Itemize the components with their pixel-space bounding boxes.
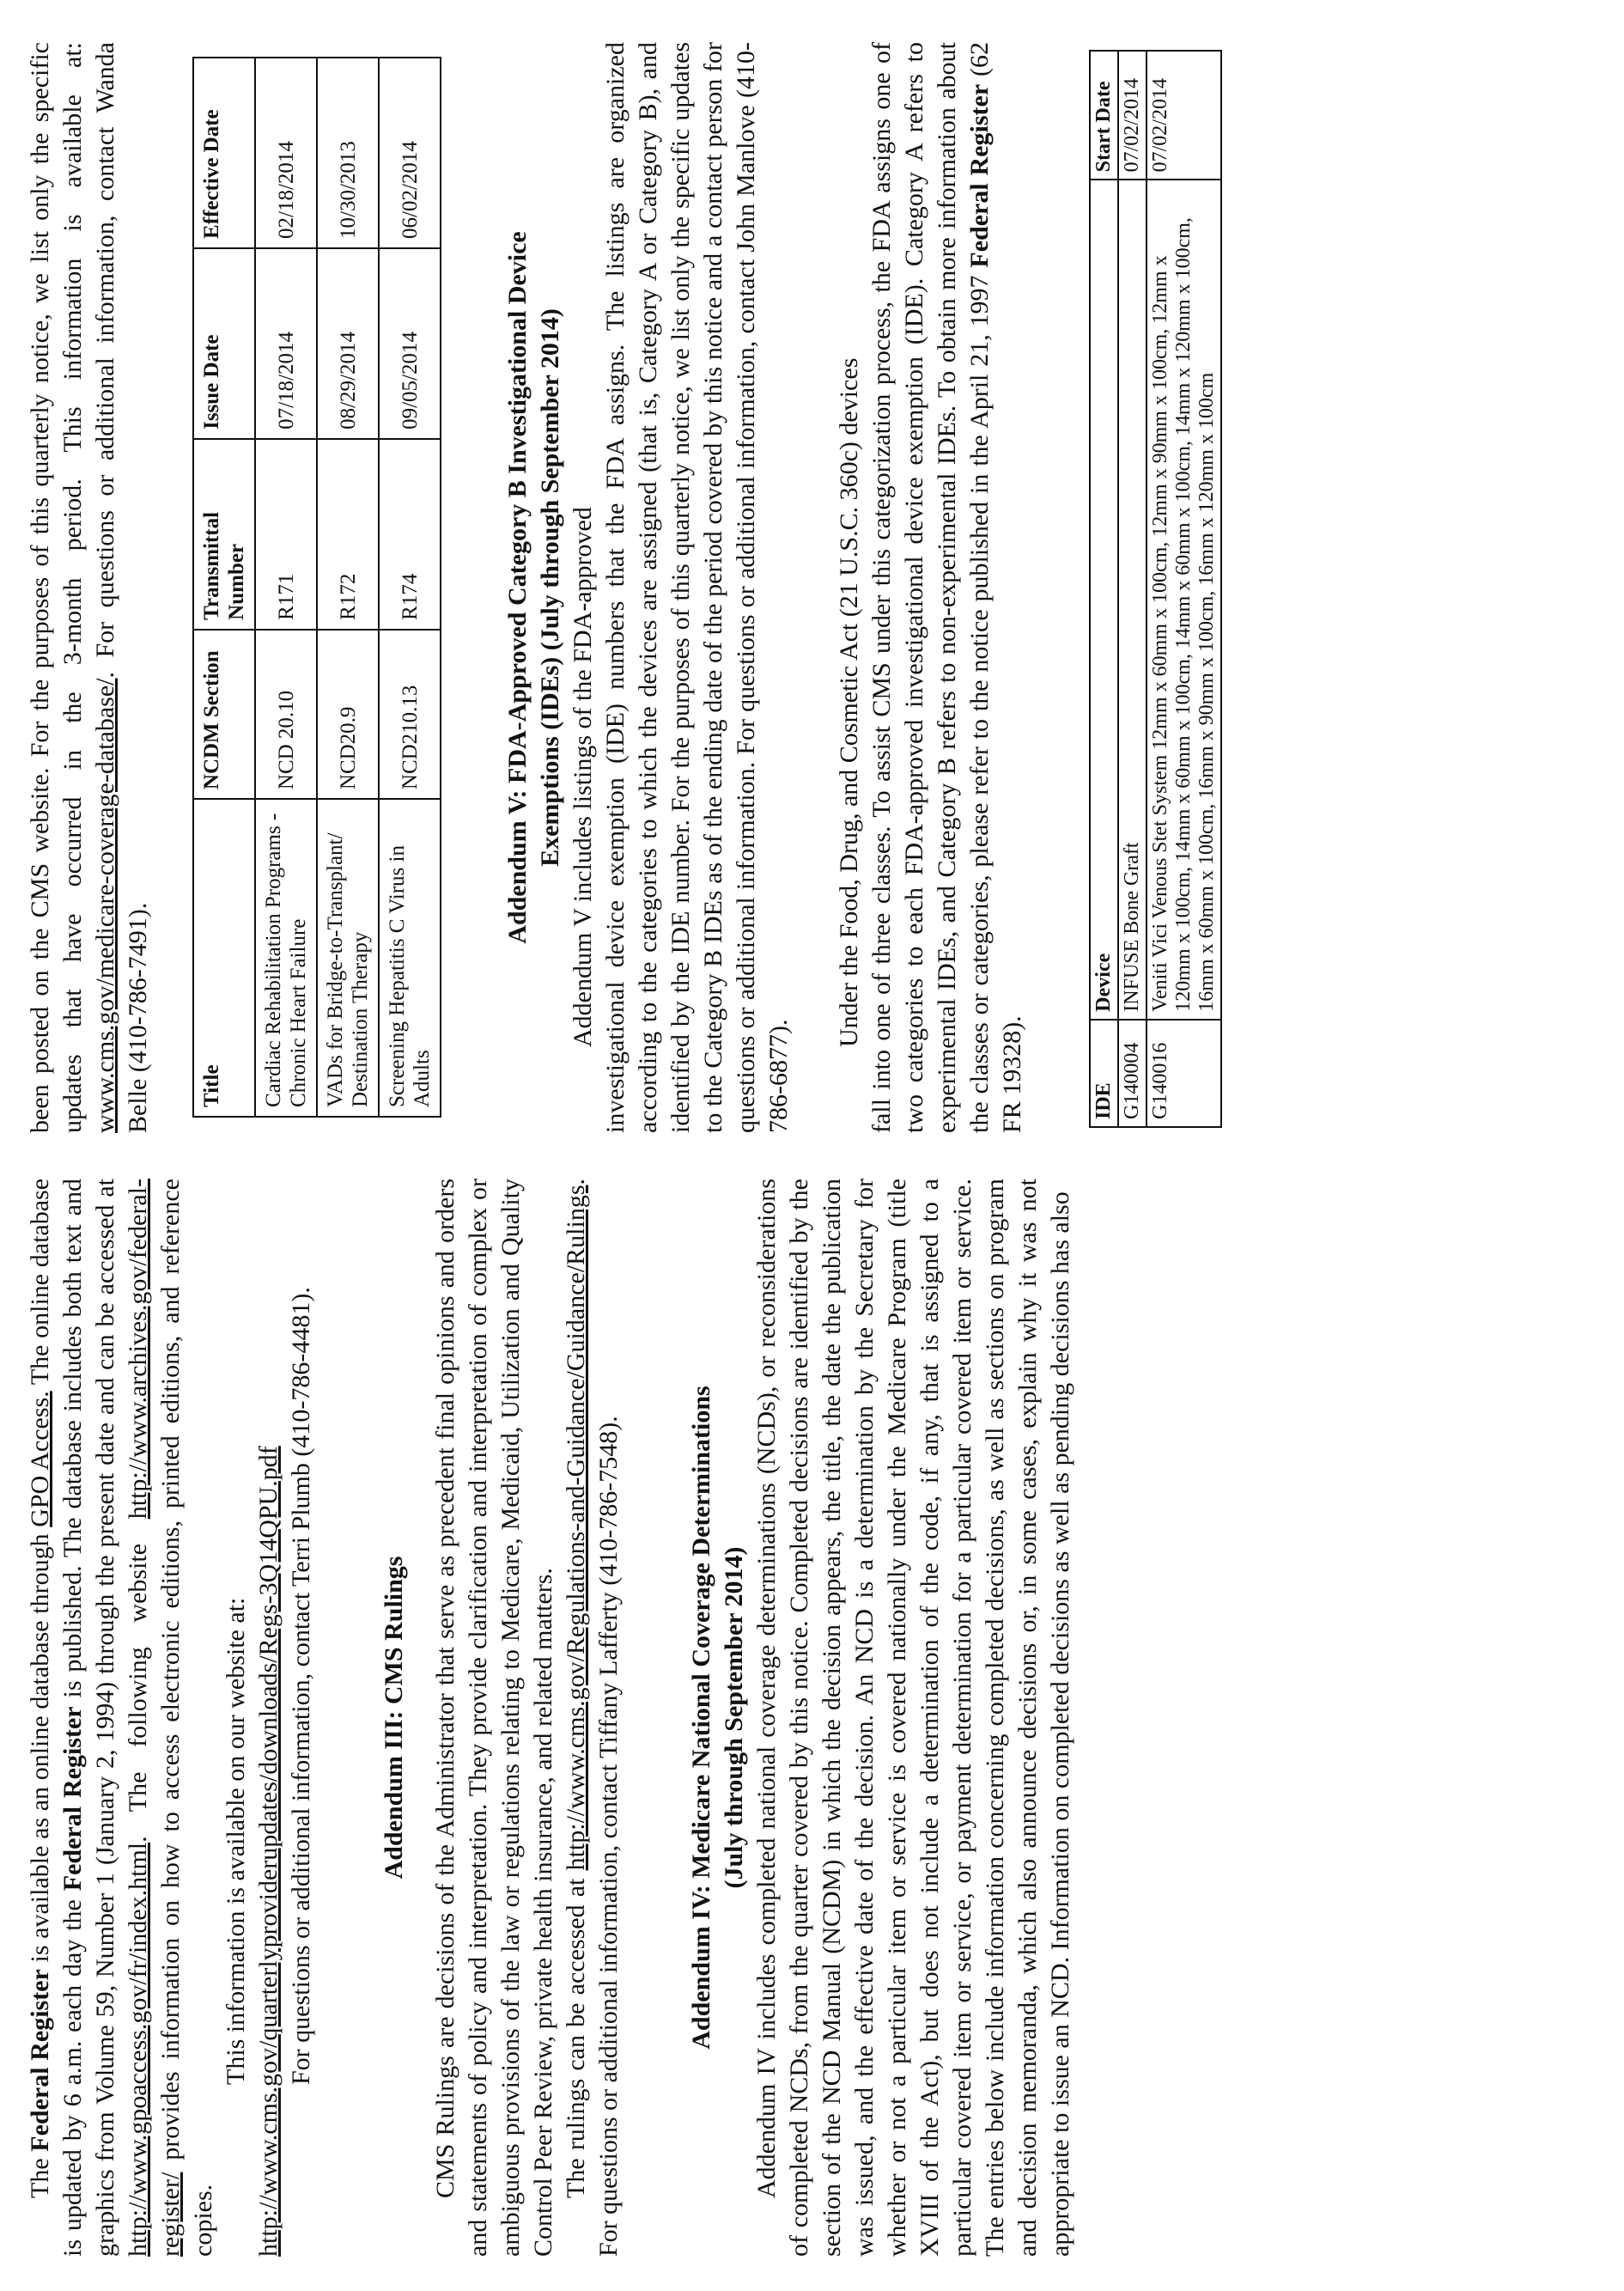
spacer: [441, 42, 502, 1133]
column-header-issue-date: Issue Date: [193, 248, 255, 439]
table-row: [379, 58, 441, 1117]
ncd-table: [192, 57, 441, 1118]
spacer: [1029, 42, 1089, 1133]
gpo-access-link[interactable]: GPO Access.: [26, 1391, 54, 1527]
ide-table: [1089, 50, 1222, 1128]
bold-term: Federal Register: [26, 1969, 54, 2152]
cms-rulings-link[interactable]: http://www.cms.gov/Regulations-and-Guidance/Guidance/Rulings: [562, 1185, 590, 1871]
cell-transmittal-number: R171: [255, 439, 317, 630]
table-row: [1118, 51, 1147, 1127]
text-span: The: [26, 2151, 54, 2198]
text-span: (62 FR 19328).: [965, 42, 1026, 1133]
cell-issue-date: 07/18/2014: [255, 248, 317, 439]
cell-ncdm-section: NCD20.9: [317, 630, 379, 799]
contact-terri-plumb: For questions or additional information, contact Terri Plumb (410-786-4481).: [287, 1287, 315, 2085]
right-column: [24, 42, 1222, 1133]
text-span: is published. The database includes both text and graphics from Volume 59, Number 1 (January 2, 1994) through the present date and can be accessed at: [58, 1179, 119, 2257]
spacer: [318, 1179, 378, 2257]
website-info-text: This information is available on our website at:: [222, 1597, 250, 2085]
addendum-v-paragraph-2: [866, 42, 1029, 1133]
website-pdf-link-paragraph: [252, 1179, 285, 2257]
cell-start-date: 07/02/2014: [1147, 51, 1221, 180]
cell-title: Cardiac Rehabilitation Programs - Chronic Heart Failure: [255, 799, 317, 1117]
addendum-v-lead-line-2: Under the Food, Drug, and Cosmetic Act (21 U.S.C. 360c) devices: [835, 357, 863, 1047]
addendum-v-paragraph-1: investigational device exemption (IDE) numbers that the FDA assigns. The listings are organized according to the categories to which the devices are assigned (that is, Category A or Category B), and identified by the IDE number. For the purposes of this quarterly notice, we list only the specific updates to the Category B IDEs as of the ending date of the period covered by this notice and a contact person for questions or additional information. For questions or additional information, contact John Manlove (410-786-6877).: [601, 42, 793, 1133]
medicare-coverage-database-link[interactable]: www.cms.gov/medicare-coverage-database/: [91, 678, 119, 1133]
cell-device: INFUSE Bone Graft: [1118, 180, 1147, 1019]
spacer: [411, 1179, 429, 2257]
cell-effective-date: 10/30/2013: [317, 58, 379, 248]
column-header-title: Title: [193, 799, 255, 1117]
table-header-row: [193, 58, 255, 1117]
cell-ncdm-section: NCD210.13: [379, 630, 441, 799]
cell-device: Veniti Vici Venous Stet System 12mm x 60mm x 100cm, 12mm x 90mm x 100cm, 12mm x 120mm x 100cm, 14mm x 60mm x 100cm, 14mm x 60mm x 100cm, 14mm x 120mm x 100cm, 16mm x 60mm x 100cm, 16mm x 90mm x 100cm, 16mm x 120mm x 100cm: [1147, 180, 1221, 1019]
column-header-start-date: Start Date: [1090, 51, 1118, 180]
text-span: is available as an online database through: [26, 1526, 54, 1970]
left-column: [24, 1179, 1077, 2257]
cell-transmittal-number: R174: [379, 439, 441, 630]
column-header-transmittal-number: Transmittal Number: [193, 439, 255, 630]
cell-effective-date: 06/02/2014: [379, 58, 441, 248]
spacer: [625, 1179, 685, 2257]
cell-issue-date: 09/05/2014: [379, 248, 441, 439]
table-row: [1147, 51, 1221, 1127]
cell-effective-date: 02/18/2014: [255, 58, 317, 248]
addendum-iv-subheading: (July through September 2014): [720, 1546, 748, 1889]
text-span: fall into one of three classes. To assist CMS under this categorization process, the FDA assigns one of two categories to each FDA-approved investigational device exemption (IDE). Category A refers to experimental IDEs, and Category B refers to non-experimental IDEs. To obtain more information about the classes or categories, please refer to the notice published in the April 21, 1997: [867, 42, 994, 1133]
addendum-iii-paragraph-1: CMS Rulings are decisions of the Administrator that serve as precedent final opinions and orders and statements of policy and interpretation. They provide clarification and interpretation of complex or ambiguous provisions of the law or regulations relating to Medicare, Medicaid, Utilization and Quality Control Peer Review, private health insurance, and related matters.: [431, 1179, 557, 2257]
spacer: [155, 42, 192, 1133]
cell-title: Screening Hepatitis C Virus in Adults: [379, 799, 441, 1117]
federal-register-paragraph: [24, 1179, 220, 2257]
cell-issue-date: 08/29/2014: [317, 248, 379, 439]
quarterly-update-pdf-link[interactable]: http://www.cms.gov/quarterlyproviderupdates/downloads/Regs-3Q14QPU.pdf: [254, 1446, 283, 2257]
text-span: . For questions or additional information, contact Tiffany Lafferty (410-786-7548).: [562, 1179, 623, 2257]
gpoaccess-fr-link[interactable]: http://www.gpoaccess.gov/fr/index.html: [124, 1842, 152, 2257]
text-span: The rulings can be accessed at: [562, 1870, 590, 2198]
archives-federal-register-link[interactable]: http://www.archives.gov/federal-register/: [124, 1179, 185, 2257]
addendum-v-subheading: Exemptions (IDEs) (July through September 2014): [536, 308, 564, 867]
column-header-ide: IDE: [1090, 1020, 1118, 1127]
spacer: [795, 42, 833, 1133]
column-header-effective-date: Effective Date: [193, 58, 255, 248]
addendum-v-lead-line: Addendum V includes listings of the FDA-approved: [569, 507, 597, 1047]
table-header-row: [1090, 51, 1118, 1127]
table-row: [317, 58, 379, 1117]
cell-ide: G140016: [1147, 1020, 1221, 1127]
addendum-iii-paragraph-2: [560, 1179, 625, 2257]
addendum-iv-heading: Addendum IV: Medicare National Coverage Determinations: [687, 1386, 715, 2050]
addendum-v-heading: Addendum V: FDA-Approved Category B Investigational Device: [503, 231, 532, 944]
addendum-iv-paragraph: Addendum IV includes completed national coverage determinations (NCDs), or reconsiderations of completed NCDs, from the quarter covered by this notice. Completed decisions are identified by the section of the NCD Manual (NCDM) in which the decision appears, the title, the date the publication was issued, and the effective date of the decision. An NCD is a determination by the Secretary for whether or not a particular item or service is covered nationally under the Medicare Program (title XVIII of the Act), but does not include a determination of the code, if any, that is assigned to a particular covered item or service, or payment determination for a particular covered item or service. The entries below include information concerning completed decisions, as well as sections on program and decision memoranda, which also announce decisions or, in some cases, explain why it was not appropriate to issue an NCD. Information on completed decisions as well as pending decisions has also: [752, 1179, 1074, 2257]
cell-ncdm-section: NCD 20.10: [255, 630, 317, 799]
bold-term: Federal Register: [965, 83, 994, 268]
text-span: The online database is updated by 6 a.m. each day the: [26, 1178, 87, 2257]
text-span: provides information on how to access electronic editions, printed editions, and reference copies.: [156, 1179, 217, 2257]
cell-title: VADs for Bridge-to-Transplant/ Destination Therapy: [317, 799, 379, 1117]
table-row: [255, 58, 317, 1117]
ncd-continuation-paragraph: [24, 42, 155, 1133]
text-span: . For questions or additional information, contact Wanda Belle (410-786-7491).: [91, 42, 152, 1133]
cell-start-date: 07/02/2014: [1118, 51, 1147, 180]
cell-transmittal-number: R172: [317, 439, 379, 630]
column-header-ncdm-section: NCDM Section: [193, 630, 255, 799]
column-header-device: Device: [1090, 180, 1118, 1019]
addendum-iii-heading: Addendum III: CMS Rulings: [380, 1556, 408, 1880]
bold-term: Federal Register: [58, 1706, 87, 1892]
text-span: been posted on the CMS website. For the purposes of this quarterly notice, we list only the specific updates that have occurred in the 3-month period. This information is available at:: [26, 42, 87, 1133]
text-span: . The following website: [124, 1519, 152, 1843]
cell-ide: G140004: [1118, 1020, 1147, 1127]
